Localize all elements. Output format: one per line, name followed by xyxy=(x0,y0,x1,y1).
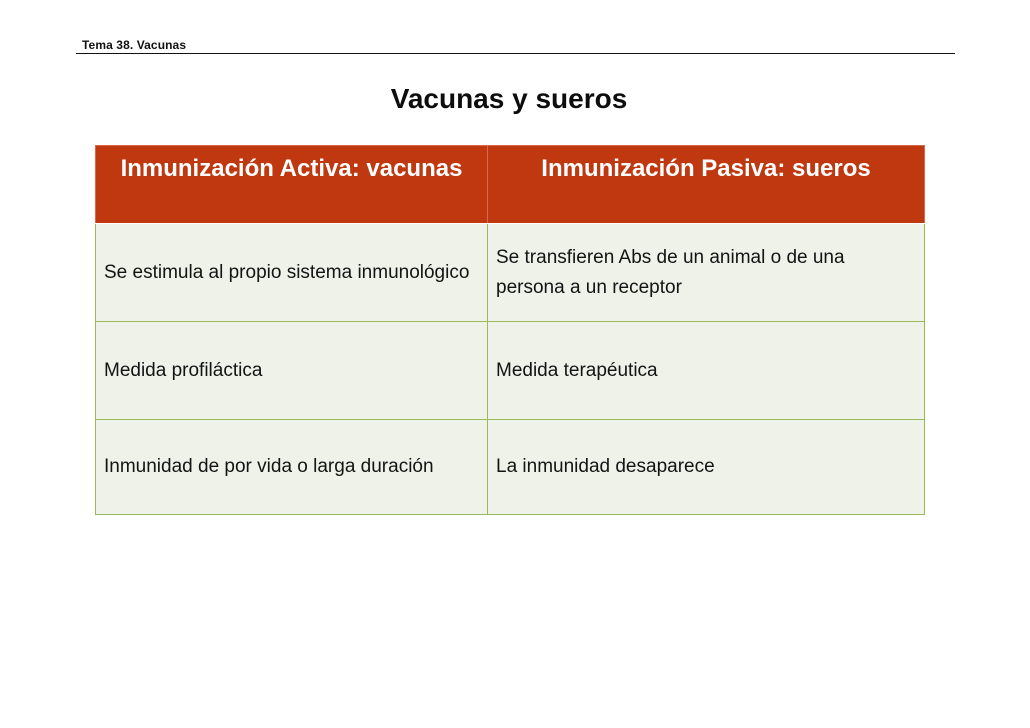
column-header-pasiva-label: Inmunización Pasiva: sueros xyxy=(541,155,871,182)
header-divider xyxy=(76,53,955,54)
table-row xyxy=(96,224,925,322)
table-row xyxy=(96,420,925,515)
table-cell-activa: Se estimula al propio sistema inmunológico xyxy=(96,224,488,322)
column-header-pasiva xyxy=(488,146,925,224)
column-header-activa-label: Inmunización Activa: vacunas xyxy=(120,155,463,182)
document-header-label: Tema 38. Vacunas xyxy=(82,38,187,52)
table-cell-pasiva: La inmunidad desaparece xyxy=(488,420,925,515)
page-title-text: Vacunas y sueros xyxy=(390,83,628,114)
comparison-table xyxy=(95,145,925,515)
table-row xyxy=(96,322,925,420)
table-cell-activa: Inmunidad de por vida o larga duración xyxy=(96,420,488,515)
table-cell-pasiva: Se transfieren Abs de un animal o de una persona a un receptor xyxy=(488,224,925,322)
table-cell-activa: Medida profiláctica xyxy=(96,322,488,420)
table-header-row xyxy=(96,146,925,224)
page-title xyxy=(0,83,1020,115)
column-header-activa xyxy=(96,146,488,224)
table-cell-pasiva: Medida terapéutica xyxy=(488,322,925,420)
